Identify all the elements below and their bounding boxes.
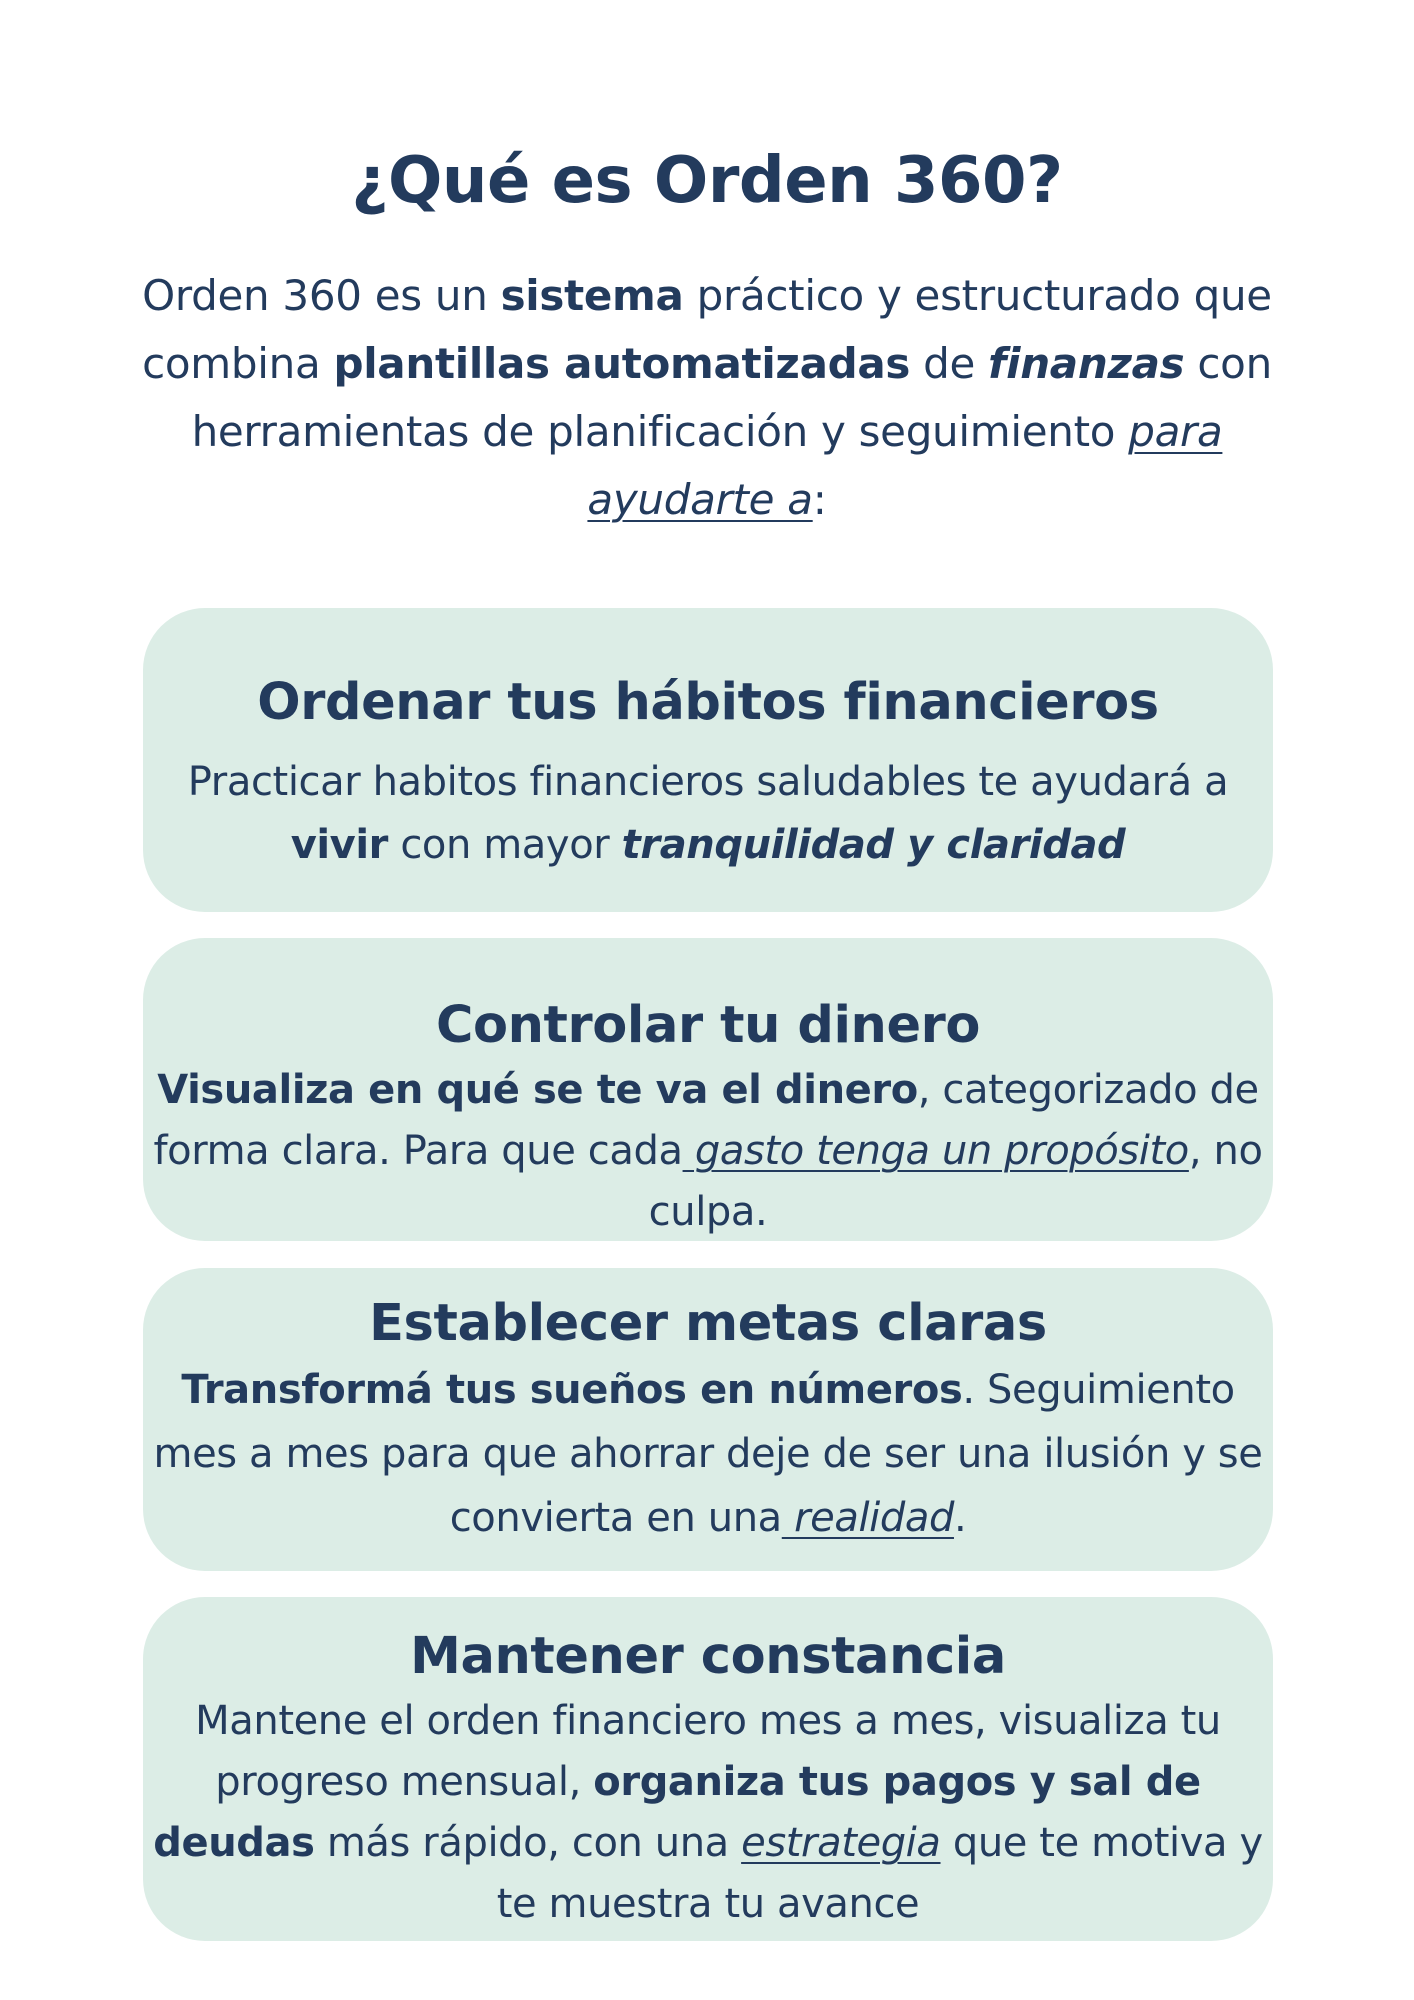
card-title: Mantener constancia: [410, 1627, 1006, 1686]
card-underlined-text: estrategia: [741, 1820, 941, 1866]
intro-bold-plantillas: plantillas automatizadas: [333, 339, 911, 388]
feature-card-dinero: [143, 938, 1273, 1241]
card-title: Controlar tu dinero: [435, 996, 981, 1055]
card-bold-text: organiza tus pagos y sal de deudas: [153, 1759, 1201, 1866]
intro-paragraph: [140, 262, 1274, 534]
page-title: ¿Qué es Orden 360?: [351, 144, 1063, 218]
card-text: Practicar habitos financieros saludables te ayudará a: [187, 759, 1229, 805]
card-underlined-text: realidad: [781, 1495, 954, 1541]
card-description: [143, 743, 1273, 877]
card-bold-text: vivir: [290, 822, 388, 868]
card-text: .: [953, 1495, 967, 1541]
card-description: [143, 1060, 1273, 1243]
feature-card-metas: [143, 1268, 1273, 1571]
card-text: que te motiva y te muestra tu avance: [496, 1820, 1263, 1927]
card-title: Establecer metas claras: [369, 1294, 1047, 1353]
intro-text: con herramientas de planificación y seguimiento: [191, 339, 1272, 456]
intro-text: de: [910, 339, 989, 388]
card-title: Ordenar tus hábitos financieros: [257, 673, 1159, 732]
intro-text: :: [812, 475, 827, 524]
intro-bold-sistema: sistema: [500, 271, 684, 320]
card-text: Mantene el orden financiero mes a mes, visualiza tu progreso mensual,: [195, 1698, 1221, 1805]
card-underlined-text: gasto tenga un propósito: [682, 1128, 1189, 1174]
intro-underlined-text: para ayudarte a: [587, 407, 1223, 524]
card-bold-text: Transformá tus sueños en números: [181, 1367, 963, 1413]
card-text: más rápido, con una: [314, 1820, 742, 1866]
intro-text: Orden 360 es un: [142, 271, 501, 320]
intro-bold-italic-finanzas: finanzas: [988, 339, 1185, 388]
feature-card-constancia: [143, 1597, 1273, 1941]
card-text: . Seguimiento mes a mes para que ahorrar deje de ser una ilusión y se convierta en una: [153, 1367, 1263, 1541]
card-description: [143, 1358, 1273, 1550]
feature-card-habitos: [143, 608, 1273, 912]
card-bold-italic-text: tranquilidad y claridad: [621, 822, 1126, 868]
card-text: con mayor: [388, 822, 622, 868]
card-bold-text: Visualiza en qué se te va el dinero: [157, 1067, 918, 1113]
intro-text: práctico y estructurado que combina: [142, 271, 1272, 388]
card-text: , categorizado de forma clara. Para que cada: [153, 1067, 1259, 1174]
card-description: [143, 1691, 1273, 1935]
card-text: , no culpa.: [648, 1128, 1263, 1235]
